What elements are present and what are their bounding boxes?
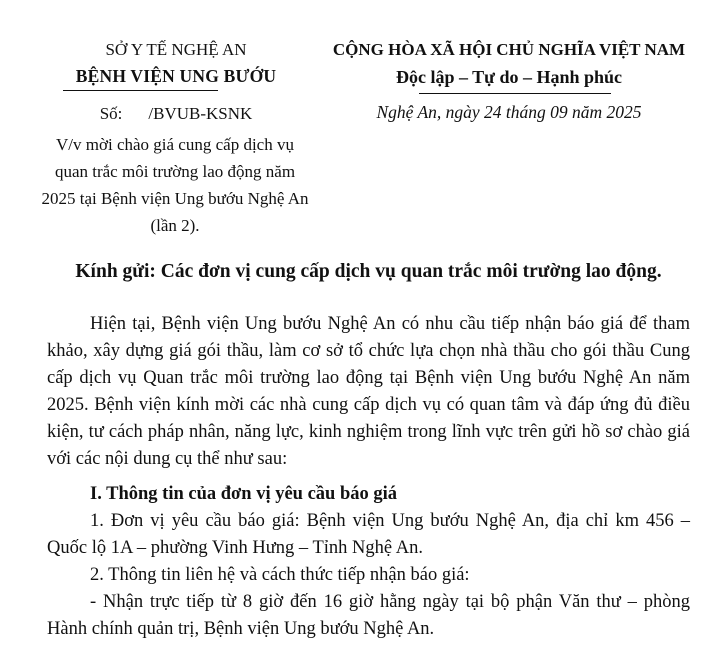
agency-name: SỞ Y TẾ NGHỆ AN xyxy=(105,40,247,59)
body-line: khảo, xây dựng giá gói thầu, làm cơ sở tổ chức lựa chọn nhà thầu cho gói thầu Cung xyxy=(47,341,690,361)
body-line: kiện, tư cách pháp nhân, năng lực, kinh nghiệm trong lĩnh vực trên gửi hồ sơ chào giá xyxy=(47,422,690,442)
salutation: Kính gửi: Các đơn vị cung cấp dịch vụ quan trắc môi trường lao động. xyxy=(75,261,662,282)
body-line: 2025. Bệnh viện kính mời các nhà cung cấp dịch vụ có quan tâm và đáp ứng đủ điều xyxy=(47,395,690,415)
doc-number-line xyxy=(30,103,322,125)
place-date-line: Nghệ An, ngày 24 tháng 09 năm 2025 xyxy=(376,102,642,122)
body-line: Quốc lộ 1A – phường Vinh Hưng – Tỉnh Nghệ An. xyxy=(47,538,423,558)
body-line: 1. Đơn vị yêu cầu báo giá: Bệnh viện Ung bướu Nghệ An, địa chỉ km 456 – xyxy=(90,511,690,531)
body-line: với các nội dung cụ thể như sau: xyxy=(47,449,288,469)
motto-slogan: Độc lập – Tự do – Hạnh phúc xyxy=(395,67,623,87)
subject-block xyxy=(25,131,325,239)
body-line: 2. Thông tin liên hệ và cách thức tiếp nhận báo giá: xyxy=(90,565,470,585)
hospital-name-underline xyxy=(63,90,218,91)
subject-line: (lần 2). xyxy=(150,216,200,235)
national-motto: CỘNG HÒA XÃ HỘI CHỦ NGHĨA VIỆT NAM xyxy=(332,40,686,59)
body-line: - Nhận trực tiếp từ 8 giờ đến 16 giờ hằng ngày tại bộ phận Văn thư – phòng xyxy=(90,592,690,612)
body-line: Hành chính quản trị, Bệnh viện Ung bướu Nghệ An. xyxy=(47,619,435,639)
document-body xyxy=(47,258,690,643)
header-left-block xyxy=(30,37,322,125)
section-heading: I. Thông tin của đơn vị yêu cầu báo giá xyxy=(90,484,398,504)
motto-underline xyxy=(419,93,611,94)
subject-line: quan trắc môi trường lao động năm xyxy=(54,162,296,181)
header-right-block xyxy=(318,37,700,123)
hospital-name: BỆNH VIỆN UNG BƯỚU xyxy=(75,66,277,86)
body-line: cấp dịch vụ Quan trắc môi trường lao động tại Bệnh viện Ung bướu Nghệ An năm xyxy=(47,368,690,388)
doc-number-label: Số: xyxy=(99,104,123,123)
subject-line: 2025 tại Bệnh viện Ung bướu Nghệ An xyxy=(41,189,309,208)
body-line: Hiện tại, Bệnh viện Ung bướu Nghệ An có nhu cầu tiếp nhận báo giá để tham xyxy=(90,314,690,334)
doc-number: /BVUB-KSNK xyxy=(148,104,253,123)
subject-line: V/v mời chào giá cung cấp dịch vụ xyxy=(56,135,294,154)
